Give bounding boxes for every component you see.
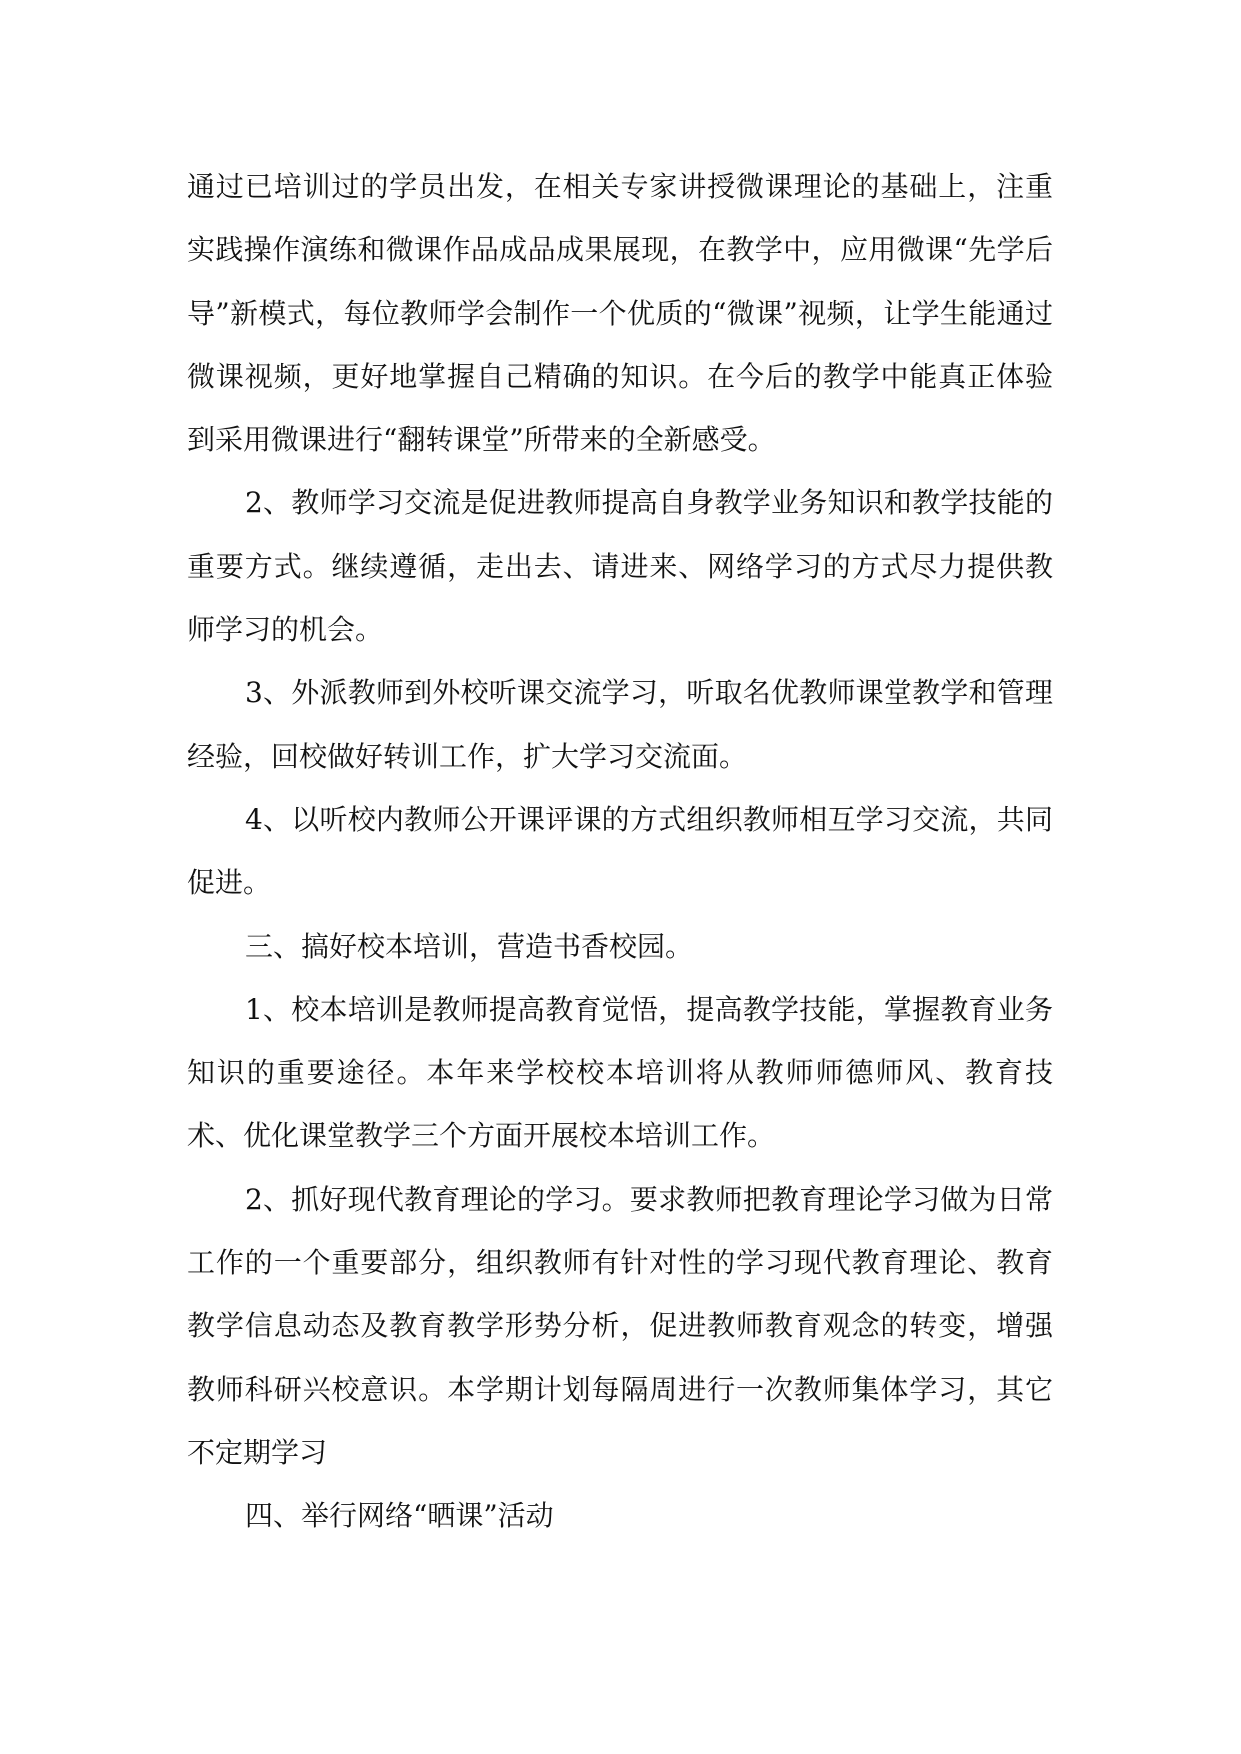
document-body xyxy=(187,155,1053,1548)
section-heading-4: 四、举行网络“晒课”活动 xyxy=(245,1499,554,1533)
paragraph-item-4-open-class: 4、以听校内教师公开课评课的方式组织教师相互学习交流，共同促进。 xyxy=(187,802,1053,900)
section-heading-3: 三、搞好校本培训，营造书香校园。 xyxy=(245,929,694,963)
paragraph-item-2-exchange: 2、教师学习交流是促进教师提高自身教学业务知识和教学技能的重要方式。继续遵循，走出去、请进来、网络学习的方式尽力提供教师学习的机会。 xyxy=(187,486,1053,647)
paragraph-continuation: 通过已培训过的学员出发，在相关专家讲授微课理论的基础上，注重实践操作演练和微课作品成品成果展现，在教学中，应用微课“先学后导”新模式，每位教师学会制作一个优质的“微课”视频，让学生能通过微课视频，更好地掌握自己精确的知识。在今后的教学中能真正体验到采用微课进行“翻转课堂”所带来的全新感受。 xyxy=(187,170,1053,457)
paragraph-item-2-theory: 2、抓好现代教育理论的学习。要求教师把教育理论学习做为日常工作的一个重要部分，组织教师有针对性的学习现代教育理论、教育教学信息动态及教育教学形势分析，促进教师教育观念的转变，增强教师科研兴校意识。本学期计划每隔周进行一次教师集体学习，其它不定期学习 xyxy=(187,1182,1053,1469)
paragraph-item-1-school-training: 1、校本培训是教师提高教育觉悟，提高教学技能，掌握教育业务知识的重要途径。本年来学校校本培训将从教师师德师风、教育技术、优化课堂教学三个方面开展校本培训工作。 xyxy=(187,992,1053,1153)
paragraph-item-3-external: 3、外派教师到外校听课交流学习，听取名优教师课堂教学和管理经验，回校做好转训工作，扩大学习交流面。 xyxy=(187,676,1053,773)
